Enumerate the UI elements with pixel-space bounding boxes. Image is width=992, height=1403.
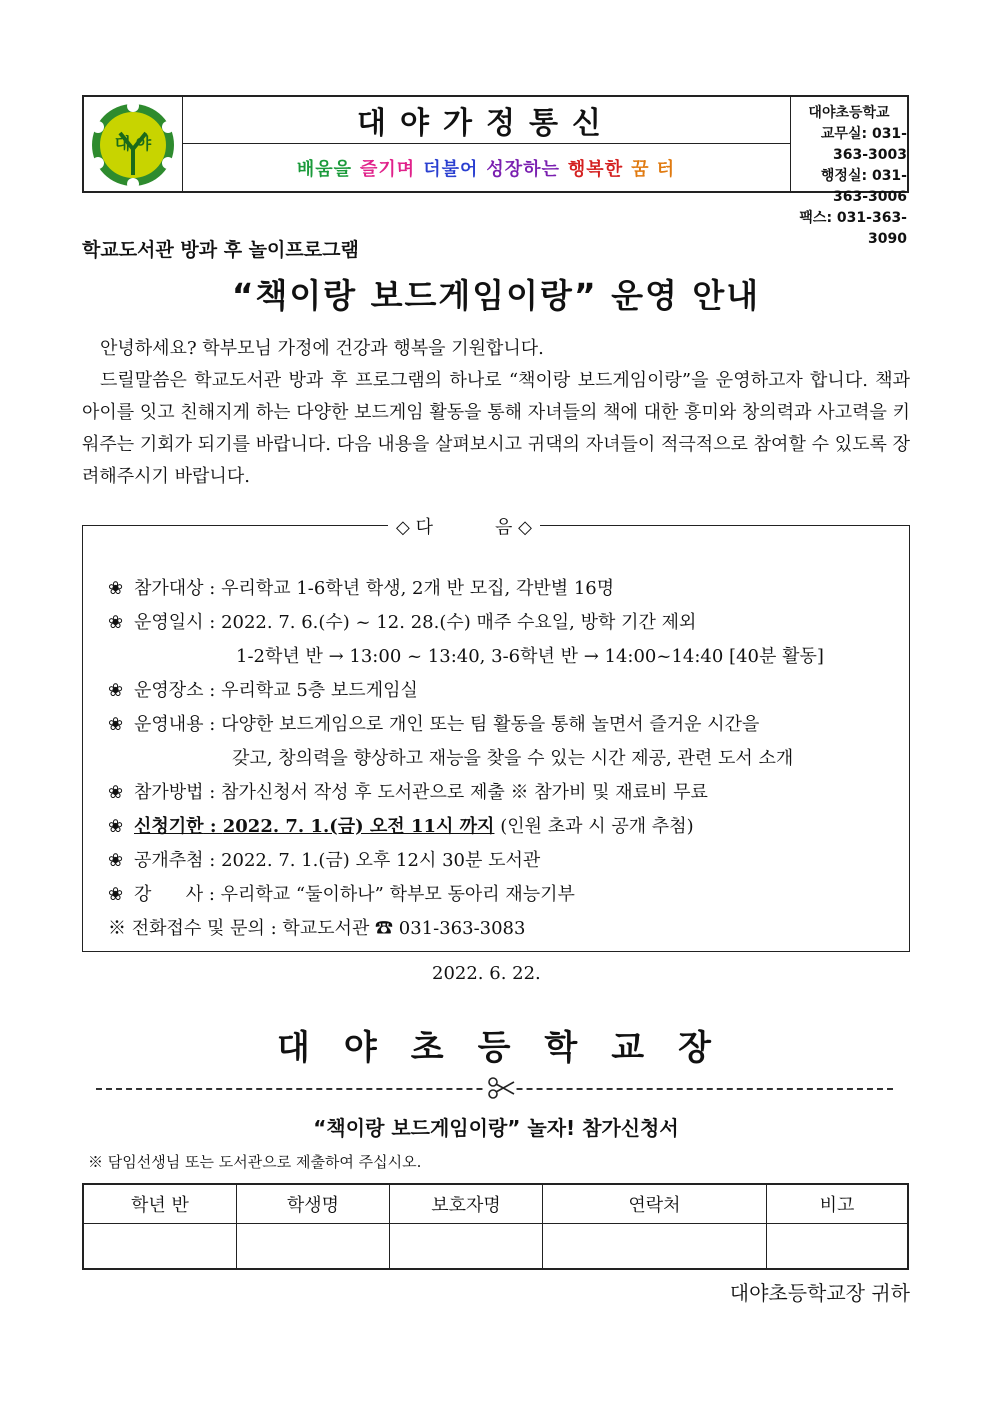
body-paragraph: 드릴말씀은 학교도서관 방과 후 프로그램의 하나로 “책이랑 보드게임이랑”을 운영하고자 합니다. 책과 아이를 잇고 친해지게 하는 다양한 보드게임 활동을 통해 자녀들의 책에 대한 흥미와 창의력과 사고력을 키워주는 기회가 되기를 바랍니다. 다음 내용을 살펴보시고 귀댁의 자녀들이 적극적으로 참여할 수 있도록 장려해주시기 바랍니다. — [82, 370, 910, 487]
detail-item-schedule: ❀ 운영일시 : 2022. 7. 6.(수) ~ 12. 28.(수) 매주 수요일, 방학 기간 제외 — [108, 612, 697, 633]
school-contacts — [791, 97, 913, 247]
class-cell[interactable] — [83, 1224, 237, 1270]
flower-icon: ❀ — [108, 714, 124, 735]
slogan-word: 성장하는 — [486, 158, 560, 180]
flower-icon: ❀ — [108, 782, 124, 803]
flower-icon: ❀ — [108, 680, 124, 701]
notice-subtitle: 학교도서관 방과 후 놀이프로그램 — [82, 239, 359, 261]
newsletter-title: 대야가정통신 — [357, 106, 615, 141]
details-heading — [388, 513, 540, 539]
detail-item-target: ❀ 참가대상 : 우리학교 1-6학년 학생, 2개 반 모집, 각반별 16명 — [108, 578, 615, 599]
table-header-row — [83, 1184, 908, 1224]
detail-label: 강 사 — [134, 884, 204, 905]
details-heading-left: ◇ 다 — [396, 517, 433, 538]
detail-label: 운영장소 — [134, 680, 204, 701]
slogan-word: 즐기며 — [360, 158, 416, 180]
column-header-guardian: 보호자명 — [390, 1184, 543, 1224]
column-header-student: 학생명 — [237, 1184, 390, 1224]
newsletter-header — [82, 95, 909, 247]
slogan-word: 꿈 터 — [631, 158, 676, 180]
detail-item-instructor: ❀ 강 사 : 우리학교 “둘이하나” 학부모 동아리 재능기부 — [108, 884, 575, 905]
detail-content-continued: 갖고, 창의력을 향상하고 재능을 찾을 수 있는 시간 제공, 관련 도서 소개 — [232, 748, 794, 769]
slogan-word: 행복한 — [567, 158, 624, 180]
detail-label: 공개추첨 — [134, 850, 204, 871]
contact-cell[interactable] — [543, 1224, 767, 1270]
guardian-name-cell[interactable] — [390, 1224, 543, 1270]
slogan-word: 더불어 — [423, 158, 479, 180]
deadline-text: 2022. 7. 1.(금) 오전 11시 까지 — [222, 816, 495, 837]
contact-office: 교무실: 031-363-3003 — [820, 126, 907, 163]
form-addressee: 대야초등학교장 귀하 — [729, 1281, 910, 1305]
detail-text: 우리학교 5층 보드게임실 — [221, 680, 418, 701]
detail-label: 신청기한 — [134, 816, 204, 837]
logo-cell — [84, 97, 183, 191]
flower-icon: ❀ — [108, 884, 124, 905]
notice-title: “책이랑 보드게임이랑” 운영 안내 — [231, 276, 761, 315]
flower-icon: ❀ — [108, 612, 124, 633]
application-table — [82, 1183, 909, 1270]
contact-fax: 팩스: 031-363-3090 — [799, 210, 907, 247]
flower-icon: ❀ — [108, 850, 124, 871]
principal-signature: 대야초등학교장 — [277, 1028, 745, 1068]
detail-label: 운영일시 — [134, 612, 204, 633]
column-header-class: 학년 반 — [83, 1184, 237, 1224]
column-header-contact: 연락처 — [543, 1184, 767, 1224]
school-slogan — [182, 144, 791, 191]
detail-text: 2022. 7. 6.(수) ~ 12. 28.(수) 매주 수요일, 방학 기간 제외 — [221, 612, 697, 633]
school-logo-icon — [84, 97, 182, 191]
detail-item-method: ❀ 참가방법 : 참가신청서 작성 후 도서관으로 제출 ※ 참가비 및 재료비 무료 — [108, 782, 708, 803]
notice-date: 2022. 6. 22. — [432, 963, 541, 984]
detail-text: 참가신청서 작성 후 도서관으로 제출 ※ 참가비 및 재료비 무료 — [221, 782, 708, 803]
detail-item-content: ❀ 운영내용 : 다양한 보드게임으로 개인 또는 팀 활동을 통해 놀면서 즐거운 시간을 — [108, 714, 760, 735]
svg-text:대 야: 대 야 — [114, 134, 152, 153]
detail-item-draw: ❀ 공개추첨 : 2022. 7. 1.(금) 오후 12시 30분 도서관 — [108, 850, 541, 871]
detail-text: 다양한 보드게임으로 개인 또는 팀 활동을 통해 놀면서 즐거운 시간을 — [221, 714, 760, 735]
inquiry-line: ※ 전화접수 및 문의 : 학교도서관 ☎ 031-363-3083 — [108, 918, 526, 939]
scissors-icon — [486, 1076, 516, 1100]
detail-text: 2022. 7. 1.(금) 오후 12시 30분 도서관 — [221, 850, 541, 871]
table-row — [83, 1224, 908, 1270]
greeting-paragraph: 안녕하세요? 학부모님 가정에 건강과 행복을 기원합니다. — [100, 338, 544, 359]
student-name-cell[interactable] — [237, 1224, 390, 1270]
contact-admin: 행정실: 031-363-3006 — [820, 168, 907, 205]
detail-text: 우리학교 1-6학년 학생, 2개 반 모집, 각반별 16명 — [221, 578, 615, 599]
detail-item-location: ❀ 운영장소 : 우리학교 5층 보드게임실 — [108, 680, 418, 701]
flower-icon: ❀ — [108, 816, 124, 837]
remarks-cell[interactable] — [767, 1224, 909, 1270]
flower-icon: ❀ — [108, 578, 124, 599]
newsletter-title-cell — [182, 97, 791, 144]
column-header-remarks: 비고 — [767, 1184, 909, 1224]
detail-item-deadline: ❀ 신청기한 : 2022. 7. 1.(금) 오전 11시 까지 (인원 초과 시 공개 추첨) — [108, 816, 694, 837]
details-heading-right: 음 ◇ — [494, 517, 532, 538]
detail-label: 운영내용 — [134, 714, 204, 735]
detail-label: 참가대상 — [134, 578, 204, 599]
form-title: “책이랑 보드게임이랑” 놀자! 참가신청서 — [313, 1116, 679, 1140]
form-note: ※ 담임선생님 또는 도서관으로 제출하여 주십시오. — [88, 1153, 422, 1171]
slogan-word: 배움을 — [296, 158, 353, 180]
detail-label: 참가방법 — [134, 782, 204, 803]
detail-schedule-times: 1-2학년 반 → 13:00 ~ 13:40, 3-6학년 반 → 14:00~14:40 [40분 활동] — [236, 646, 824, 667]
deadline-note: (인원 초과 시 공개 추첨) — [500, 816, 694, 837]
detail-text: 우리학교 “둘이하나” 학부모 동아리 재능기부 — [220, 884, 575, 905]
school-name: 대야초등학교 — [808, 105, 890, 121]
